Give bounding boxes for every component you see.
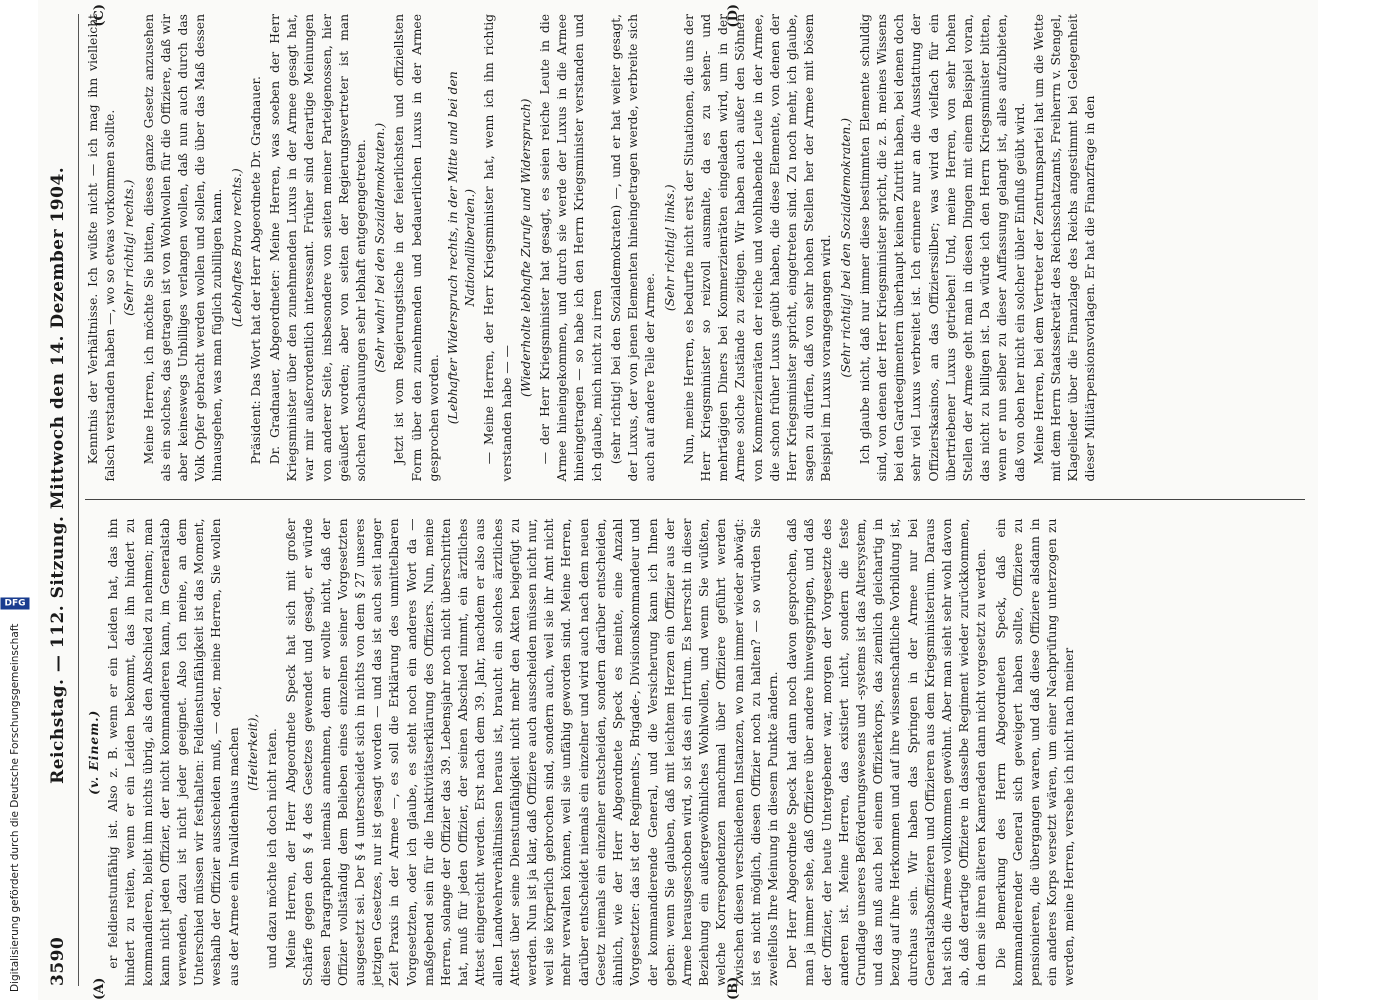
paragraph: und dazu möchte ich doch nicht raten. xyxy=(265,728,280,969)
paragraph: Nun, meine Herren, es bedurfte nicht erst der Situationen, die uns der Herr Kriegsminister so reizvoll ausmalte, da es zu sehen- und mehrtägigen Diners bei Kommerzienräten eingeladen wird, um in der Armee solche Zustände zu zeitigen. Wir haben auch außer den Söhnen von Kommerzienräten der reiche und wohlhabende Leute in der Armee, die schon früher Luxus geübt haben, die diese Elemente, von denen der Herr Kriegsminister spricht, eingetreten sind. Zu noch mehr, ich glaube, sagen zu dürfen, daß von sehr hohen Stellen her der Armee mit bösem Beispiel im Luxus vorangegangen wird. xyxy=(681,14,834,482)
speaker-label: (v. Einem.) xyxy=(86,709,101,795)
document-page xyxy=(38,0,1318,1000)
paragraph: (Sehr richtig! links.) xyxy=(662,184,677,312)
margin-marker-b: (B) xyxy=(726,976,741,1000)
left-column xyxy=(85,518,1305,1000)
paragraph: er feldienstunfähig ist. Also z. B. wenn er ein Leiden hat, das ihn hindert zu reiten, wenn er ein Leiden bekommt, das ihn hindert zu kommandieren, bleibt ihm nichts übrig, als den Abschied zu nehmen; man kann nicht jeden Offizier, der nicht kommandieren kann, im Generalstab verwenden, dazu ist nicht jeder geeignet. Also ich meine, an dem Unterschied müssen wir festhalten: Feldienstunfähigkeit ist das Moment, weshalb der Offizier ausscheiden muß, — oder, meine Herren, Sie wollen aus der Armee ein Invalidenhaus machen xyxy=(106,518,241,986)
paragraph: Meine Herren, ich möchte Sie bitten, dieses ganze Gesetz anzusehen als ein solches, das getragen ist von Wohlwollen für die Offiziere, daß wir aber keineswegs Unbilliges verlangen wollen, daß nun auch durch das Volk Opfer gebracht werden wollen und sollen, die über das Maß dessen hinausgehen, was man füglich zubilligen kann. xyxy=(141,14,225,482)
paragraph: (Sehr wahr! bei den Sozialdemokraten.) xyxy=(373,122,388,373)
paragraph: (Sehr richtig! rechts.) xyxy=(122,179,137,316)
paragraph: Präsident: Das Wort hat der Herr Abgeordnete Dr. Gradnauer. xyxy=(248,76,263,465)
paragraph: Meine Herren, bei dem Vertreter der Zentrumspartei hat um die Wette mit dem Herrn Staatssekretär des Reichsschatzamts, Freiherrn v. Stengel, Klagelieder über die Finanzlage des Reichs angestimmt bei Gelegenheit dieser Militärpensionsvorlagen. Er hat die Finanzfrage in den xyxy=(1031,14,1098,482)
left-column-paragraphs xyxy=(105,519,1078,987)
column-divider xyxy=(85,500,1305,501)
paragraph: Kenntnis der Verhältnisse. Ich wüßte nicht — ich mag ihn vielleicht falsch verstanden haben —, wo so etwas vorkommen sollte. xyxy=(86,14,118,482)
paragraph: (Sehr richtig! bei den Sozialdemokraten.) xyxy=(838,117,853,378)
text-columns xyxy=(85,4,1305,1000)
margin-marker-a: (A) xyxy=(92,977,107,1000)
page-number: 3590 xyxy=(48,936,68,986)
paragraph: (Lebhaftes Bravo rechts.) xyxy=(229,168,244,328)
paragraph: Meine Herren, der Herr Abgeordnete Speck hat sich mit großer Schärfe gegen den § 4 des Gesetzes gewendet und gesagt, er würde diesen Paragraphen niemals annehmen, denn er wollte nicht, daß der Offizier vollständig dem Belieben eines einzelnen seiner Vorgesetzten ausgesetzt sei. Der § 4 unterscheidet sich in nichts von dem § 27 unseres jetzigen Gesetzes, nur ist gesagt worden — und das ist auch seit langer Zeit Praxis in der Armee —, es soll die Erklärung des unmittelbaren Vorgesetzten, oder ich glaube, es steht noch ein anderes Wort da — maßgebend sein für die Inaktivitätserklärung des Offiziers. Nun, meine Herren, solange der Offizier das 39. Lebensjahr noch nicht überschritten hat, muß für jeden Offizier, der seinen Abschied nimmt, ein ärztliches Attest eingereicht werden. Erst nach dem 39. Jahr, nachdem er also aus allen Landwehrverhältnissen heraus ist, braucht ein solches ärztliches Attest über seine Dienstunfähigkeit nicht mehr den Akten beigefügt zu werden. Nun ist ja klar, daß Offiziere auch ausscheiden müssen nicht nur, weil sie körperlich gebrochen sind, sondern auch, weil sie ihr Amt nicht mehr verwalten können, weil sie unfähig geworden sind. Meine Herren, darüber entscheidet niemals ein einzelner und wird auch nach dem neuen Gesetz niemals ein einzelner entscheiden, sondern darüber entscheiden, ähnlich, wie der Herr Abgeordnete Speck es meinte, eine Anzahl Vorgesetzter: das ist der Regiments-, Brigade-, Divisionskommandeur und der kommandierende General, und die Versicherung kann ich Ihnen geben: wenn Sie glauben, daß mit leichtem Herzen ein Offizier aus der Armee herausgeschoben wird, so ist das ein Irrtum. Es herrscht in dieser Beziehung ein außergewöhnliches Wohlwollen, und wenn Sie wüßten, welche Korrespondenzen manchmal über Offiziere geführt werden zwischen diesen verschiedenen Instanzen, wo man immer wieder abwägt: ist es nicht möglich, diesen Offizier noch zu halten? — so würden Sie zweifellos Ihre Meinung in diesem Punkte ändern. xyxy=(284,518,780,986)
paragraph: (Wiederholte lebhafte Zurufe und Widerspruch) xyxy=(518,98,533,397)
page-header xyxy=(48,14,79,986)
paragraph: (sehr richtig! bei den Sozialdemokraten) —, und er hat weiter gesagt, der Luxus, der von jenen Elementen hineingetragen werde, verbreite sich auch auf andere Teile der Armee. xyxy=(608,14,658,482)
right-column xyxy=(85,4,1305,482)
margin-marker-d: (D) xyxy=(726,4,741,28)
right-column-paragraphs xyxy=(85,14,1100,482)
digitization-credit xyxy=(4,0,26,1000)
paragraph: Dr. Gradnauer, Abgeordneter: Meine Herren, was soeben der Herr Kriegsminister über den zunehmenden Luxus in der Armee gesagt hat, war mir außerordentlich interessant. Früher sind derartige Meinungen von anderer Seite, insbesondere von seiten meiner Parteigenossen, hier geäußert worden; aber von seiten der Regierungsvertreter ist man solchen Anschauungen sehr lebhaft entgegengetreten. xyxy=(268,14,369,482)
margin-marker-c: (C) xyxy=(92,4,107,27)
credit-text: Digitalisierung gefördert durch die Deutsche Forschungsgemeinschaft xyxy=(9,623,21,992)
paragraph: Ich glaube nicht, daß nur immer diese bestimmten Elemente schuldig sind, von denen der Herr Kriegsminister spricht, die z. B. meines Wissens bei den Gardeegimentern überhaupt keinen Zutritt haben, bei denen doch sehr viel Luxus verbreitet ist. Ich erinnere nur an die Ausstattung der Offizierskasinos, an das Offizierssilber; was wird da vielfach für ein übertriebener Luxus getrieben! Und, meine Herren, von sehr hohen Stellen der Armee geht man in diesen Dingen mit einem Beispiel voran, das nicht zu billigen ist. Da würde ich den Herrn Kriegsminister bitten, wenn er nun selber zu dieser Auffassung gelangt ist, alles aufzubieten, daß von oben her nicht ein solcher übler Einfluß geübt wird. xyxy=(857,14,1027,482)
paragraph: Der Herr Abgeordnete Speck hat dann noch davon gesprochen, daß man ja immer sehe, daß Offiziere über andere hinwegspringen, und daß der Offizier, der heute Untergebener war, morgen der Vorgesetzte des anderen ist. Meine Herren, das existiert nicht, sondern die feste Grundlage unseres Beförderungswesens und -systems ist das Altersystem, und das muß auch bei einem Offizierkorps, das ziemlich gleichartig in bezug auf ihre Herkommen und auf ihre wissenschaftliche Vorbildung ist, durchaus sein. Wir haben das Springen in der Armee nur bei Generalstabsoffizieren und Offizieren aus dem Kriegsministerium. Daraus hat sich die Armee vollkommen gewöhnt. Aber man sieht sehr wohl davon ab, daß derartige Offiziere in dasselbe Regiment wieder zurückkommen, in dem sie ihren älteren Kameraden dann nicht vorgesetzt zu werden. xyxy=(785,518,989,986)
page-frame xyxy=(38,0,1318,1000)
paragraph: — Meine Herren, der Herr Kriegsminister hat, wenn ich ihn richtig verstanden habe — — xyxy=(482,14,514,482)
dfg-logo: DFG xyxy=(0,597,29,609)
paragraph: Die Bemerkung des Herrn Abgeordneten Speck, daß ein kommandierender General sich geweigert haben sollte, Offiziere zu pensionieren, die übergangen waren, und daß diese Offiziere alsdann in ein anderes Korps versetzt wären, um einer Nachprüfung unterzogen zu werden, meine Herren, versehe ich nicht nach meiner xyxy=(993,518,1077,986)
paragraph: Jetzt ist vom Regierungstische in der feierlichsten und offiziellsten Form über den zunehmenden und bedauerlichen Luxus in der Armee gesprochen worden. xyxy=(392,14,441,482)
paragraph: (Heiterkeit), xyxy=(245,713,260,791)
paragraph: — der Herr Kriegsminister hat gesagt, es seien reiche Leute in die Armee hineingekommen, und durch sie werde der Luxus in die Armee hineingetragen — so habe ich den Herrn Kriegsminister verstanden und ich glaube, mich nicht zu irren xyxy=(538,14,604,482)
paragraph: (Lebhafter Widerspruch rechts, in der Mitte und bei den Nationalliberalen.) xyxy=(446,71,478,425)
page-title: Reichstag. — 112. Sitzung. Mittwoch den 14. Dezember 1904. xyxy=(48,166,68,784)
